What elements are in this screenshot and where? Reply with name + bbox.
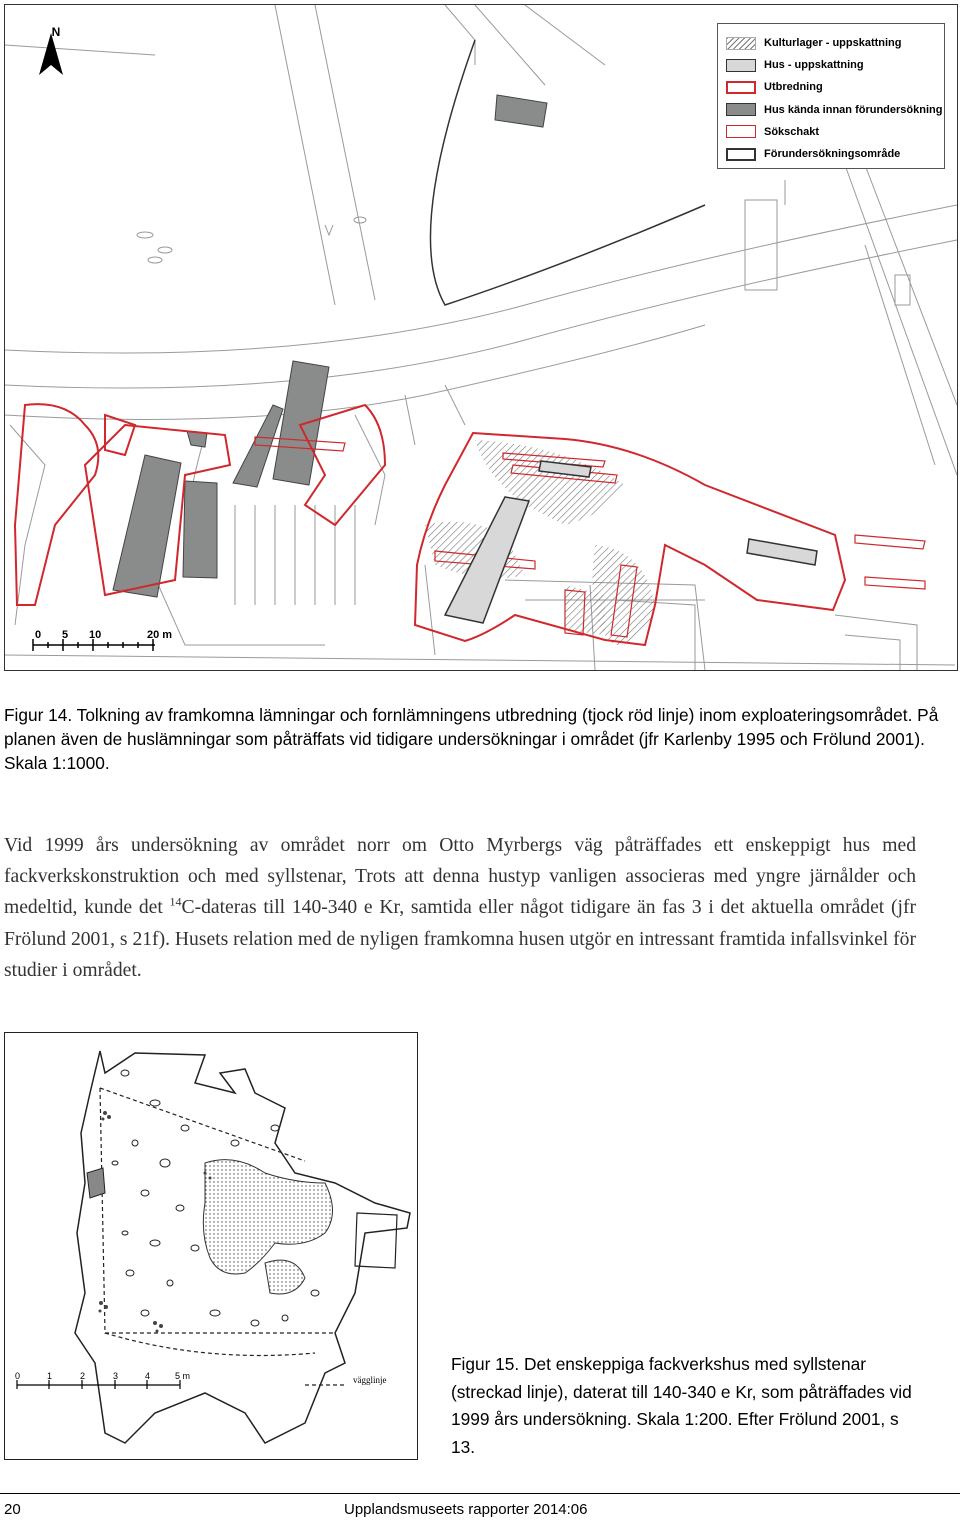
legend-row bbox=[726, 99, 944, 121]
legend-label: Hus - uppskattning bbox=[764, 59, 864, 72]
legend-label: Kulturlager - uppskattning bbox=[764, 37, 902, 50]
red-outline-swatch-icon bbox=[726, 81, 756, 94]
thin-red-outline-swatch-icon bbox=[726, 125, 756, 138]
legend-label: Hus kända innan förundersökning bbox=[764, 103, 943, 116]
body-text-part: Vid 1999 års undersökning av området norr om Otto Myrbergs väg påträffades ett enskeppigt hus med fackverkskonstruktion och med syllstenar, Trots att denna hustyp vanligen associeras med yngre järnålder och medeltid, kunde det bbox=[4, 835, 916, 919]
hearth bbox=[87, 1168, 105, 1198]
scale-bar bbox=[15, 1371, 195, 1401]
estimated-house bbox=[747, 539, 817, 565]
legend-row bbox=[726, 143, 944, 165]
page-footer bbox=[0, 1493, 960, 1523]
light-grey-swatch-icon bbox=[726, 59, 756, 72]
legend-row bbox=[726, 32, 944, 54]
survey-area bbox=[430, 40, 705, 305]
known-house bbox=[113, 455, 181, 597]
legend-row bbox=[726, 76, 944, 98]
page-number: 20 bbox=[4, 1501, 21, 1518]
north-label: N bbox=[51, 25, 61, 39]
isotope-superscript: 14 bbox=[169, 894, 182, 909]
legend-label: Sökschakt bbox=[764, 125, 820, 138]
scale-tick-label: 1 bbox=[47, 1371, 53, 1381]
legend-row bbox=[726, 54, 944, 76]
dark-grey-swatch-icon bbox=[726, 103, 756, 116]
scale-bar bbox=[35, 629, 185, 659]
north-label-box bbox=[41, 25, 71, 39]
wall-line-label: vägglinje bbox=[353, 1375, 387, 1385]
house-plan-map bbox=[4, 1032, 418, 1460]
wall-line bbox=[100, 1088, 305, 1161]
scale-tick-label: 2 bbox=[80, 1371, 86, 1381]
figure-15-caption: Figur 15. Det enskeppiga fackverkshus med syllstenar (streckad linje), daterat till 140-340 e Kr, som påträffades vid 1999 års undersökning. Skala 1:200. Efter Frölund 2001, s 13. bbox=[451, 1354, 912, 1457]
known-house bbox=[183, 481, 217, 578]
scale-tick-label: 0 bbox=[35, 629, 42, 641]
scale-tick-label: 4 bbox=[145, 1371, 151, 1381]
legend-label: Utbredning bbox=[764, 81, 823, 94]
scale-tick-label: 5 bbox=[62, 629, 69, 641]
wall-line bbox=[105, 1333, 315, 1356]
floor-layer bbox=[265, 1260, 305, 1294]
map-legend bbox=[717, 23, 945, 169]
north-arrow bbox=[39, 33, 63, 75]
hatched-swatch-icon bbox=[726, 37, 756, 50]
legend-label: Förundersökningsområde bbox=[764, 148, 901, 161]
scale-tick-label: 3 bbox=[113, 1371, 119, 1381]
scale-tick-label: 20 m bbox=[147, 629, 173, 641]
site-plan-map bbox=[4, 4, 958, 671]
running-title: Upplandsmuseets rapporter 2014:06 bbox=[344, 1501, 588, 1518]
legend-row bbox=[726, 121, 944, 143]
body-paragraph bbox=[4, 830, 916, 986]
scale-tick-label: 10 bbox=[89, 629, 102, 641]
black-outline-swatch-icon bbox=[726, 148, 756, 161]
body-text-part: C-dateras till 140-340 e Kr, samtida eller något tidigare än fas 3 i det aktuella området (jfr Frölund 2001, s 21f). Husets relation med de nyligen framkomna husen utgör en intressant framtida infallsvinkel för studier i området. bbox=[4, 897, 916, 981]
scale-tick-label: 0 bbox=[15, 1371, 21, 1381]
stone-cluster bbox=[99, 1111, 212, 1333]
scale-tick-label: 5 m bbox=[175, 1371, 191, 1381]
known-house bbox=[495, 95, 547, 127]
figure-14-caption: Figur 14. Tolkning av framkomna lämningar och fornlämningens utbredning (tjock röd linje) inom exploateringsområdet. På planen även de huslämningar som påträffats vid tidigare undersökningar i området (jfr Karlenby 1995 och Frölund 2001). Skala 1:1000. bbox=[4, 705, 939, 773]
